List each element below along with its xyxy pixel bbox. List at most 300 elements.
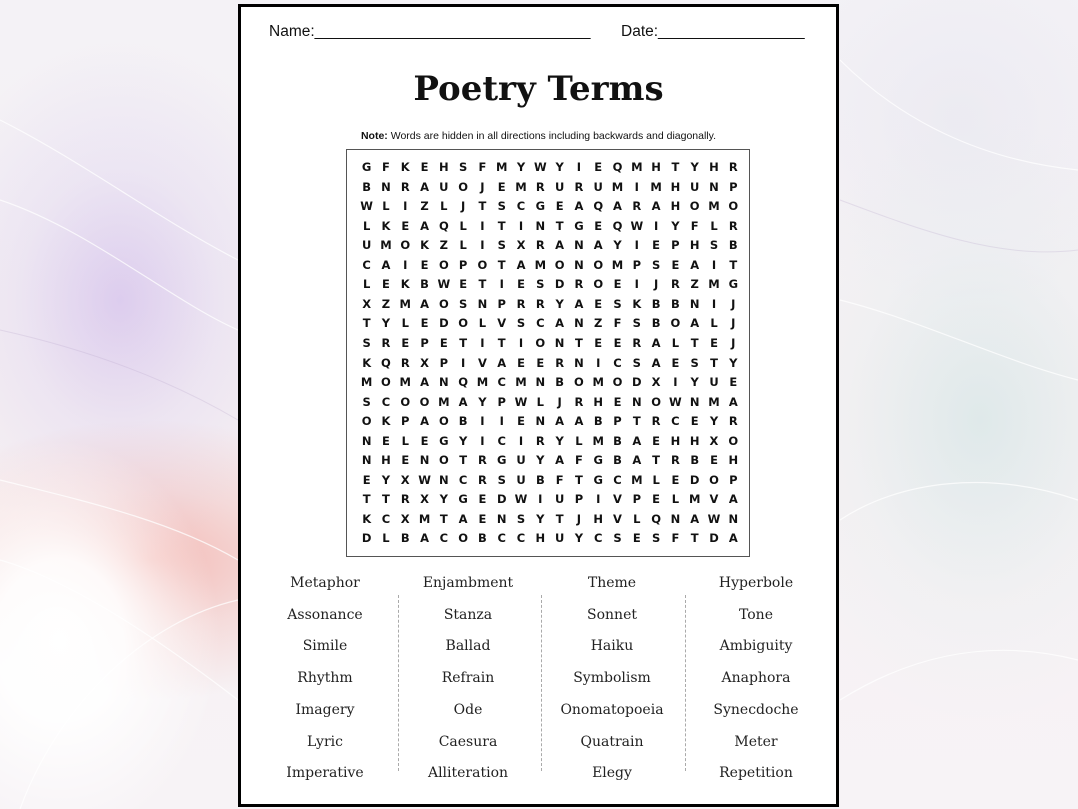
grid-letter[interactable]: G — [593, 472, 603, 487]
grid-letter[interactable]: Y — [613, 238, 622, 253]
grid-letter[interactable]: M — [611, 257, 624, 272]
grid-letter[interactable]: G — [574, 218, 584, 233]
grid-letter[interactable]: N — [709, 179, 719, 194]
grid-letter[interactable]: T — [671, 160, 680, 174]
grid-letter[interactable]: B — [400, 531, 410, 546]
grid-letter[interactable]: X — [400, 511, 410, 526]
grid-letter[interactable]: W — [514, 492, 528, 507]
grid-letter[interactable]: H — [670, 199, 681, 214]
grid-letter[interactable]: S — [536, 277, 545, 292]
grid-letter[interactable]: K — [362, 355, 372, 370]
grid-letter[interactable]: C — [362, 257, 371, 272]
grid-letter[interactable]: E — [710, 335, 718, 350]
grid-letter[interactable]: Y — [709, 414, 719, 429]
grid-letter[interactable]: K — [381, 218, 391, 233]
grid-letter[interactable]: Q — [612, 160, 623, 174]
grid-letter[interactable]: A — [555, 453, 565, 468]
grid-letter[interactable]: B — [671, 296, 680, 311]
grid-letter[interactable]: U — [554, 179, 565, 194]
grid-letter[interactable]: U — [554, 531, 565, 546]
grid-letter[interactable]: A — [420, 218, 429, 233]
grid-letter[interactable]: M — [476, 375, 489, 390]
grid-letter[interactable]: I — [480, 238, 485, 253]
grid-letter[interactable]: O — [438, 257, 449, 272]
grid-letter[interactable]: I — [711, 257, 717, 272]
grid-letter[interactable]: E — [632, 531, 641, 546]
grid-letter[interactable]: Y — [381, 472, 391, 487]
grid-letter[interactable]: L — [652, 472, 660, 487]
grid-letter[interactable]: F — [690, 218, 699, 233]
grid-letter[interactable]: E — [594, 335, 603, 350]
grid-letter[interactable]: S — [516, 316, 526, 331]
grid-letter[interactable]: Z — [420, 199, 429, 214]
grid-letter[interactable]: A — [574, 199, 584, 214]
grid-letter[interactable]: A — [632, 433, 642, 448]
grid-letter[interactable]: A — [690, 316, 700, 331]
grid-letter[interactable]: M — [515, 179, 527, 194]
grid-letter[interactable]: L — [401, 316, 409, 331]
grid-letter[interactable]: A — [420, 414, 429, 429]
grid-letter[interactable]: L — [478, 316, 487, 331]
grid-letter[interactable]: A — [651, 335, 661, 350]
grid-letter[interactable]: B — [651, 316, 661, 331]
grid-letter[interactable]: L — [459, 218, 467, 233]
grid-letter[interactable]: O — [458, 316, 469, 331]
grid-letter[interactable]: L — [382, 199, 390, 214]
grid-letter[interactable]: R — [728, 414, 738, 429]
grid-letter[interactable]: E — [613, 394, 622, 409]
grid-letter[interactable]: T — [478, 277, 487, 292]
grid-letter[interactable]: T — [632, 414, 641, 429]
grid-letter[interactable]: P — [439, 355, 449, 370]
grid-letter[interactable]: G — [361, 160, 372, 174]
grid-letter[interactable]: H — [593, 394, 604, 409]
grid-letter[interactable]: C — [516, 531, 526, 546]
grid-letter[interactable]: I — [711, 296, 717, 311]
grid-letter[interactable]: M — [534, 257, 547, 272]
grid-letter[interactable]: O — [593, 257, 604, 272]
grid-letter[interactable]: N — [728, 511, 739, 526]
grid-letter[interactable]: O — [458, 179, 469, 194]
grid-letter[interactable]: O — [670, 316, 681, 331]
grid-letter[interactable]: E — [517, 414, 525, 429]
grid-letter[interactable]: I — [480, 335, 485, 350]
grid-letter[interactable]: B — [690, 453, 700, 468]
grid-letter[interactable]: S — [709, 238, 719, 253]
grid-letter[interactable]: G — [535, 199, 546, 214]
grid-letter[interactable]: Y — [536, 453, 545, 468]
grid-letter[interactable]: R — [574, 394, 584, 409]
grid-letter[interactable]: T — [439, 511, 448, 526]
grid-letter[interactable]: W — [360, 199, 373, 214]
grid-letter[interactable]: B — [362, 179, 372, 194]
grid-letter[interactable]: E — [517, 277, 525, 292]
grid-letter[interactable]: X — [709, 433, 719, 448]
grid-letter[interactable]: M — [418, 511, 431, 526]
grid-letter[interactable]: J — [576, 511, 582, 526]
grid-letter[interactable]: O — [438, 296, 449, 311]
grid-letter[interactable]: S — [497, 472, 506, 487]
grid-letter[interactable]: O — [728, 199, 739, 214]
grid-letter[interactable]: M — [592, 433, 604, 448]
grid-letter[interactable]: D — [554, 277, 565, 292]
grid-letter[interactable]: C — [516, 199, 526, 214]
grid-letter[interactable]: D — [496, 492, 507, 507]
grid-letter[interactable]: U — [554, 492, 565, 507]
grid-letter[interactable]: R — [535, 238, 545, 253]
grid-letter[interactable]: E — [652, 492, 661, 507]
grid-letter[interactable]: N — [631, 394, 642, 409]
grid-letter[interactable]: F — [613, 316, 622, 331]
grid-letter[interactable]: I — [673, 375, 678, 390]
grid-letter[interactable]: Z — [594, 316, 603, 331]
grid-letter[interactable]: E — [459, 277, 468, 292]
grid-letter[interactable]: V — [613, 511, 622, 526]
grid-letter[interactable]: I — [538, 492, 543, 507]
grid-letter[interactable]: O — [535, 335, 546, 350]
grid-letter[interactable]: E — [478, 492, 487, 507]
grid-letter[interactable]: A — [420, 375, 429, 390]
grid-letter[interactable]: F — [671, 531, 680, 546]
grid-letter[interactable]: I — [460, 355, 466, 370]
grid-letter[interactable]: O — [574, 375, 584, 390]
grid-letter[interactable]: A — [555, 316, 565, 331]
grid-letter[interactable]: I — [403, 257, 408, 272]
grid-letter[interactable]: W — [514, 394, 528, 409]
grid-letter[interactable]: C — [613, 355, 622, 370]
grid-letter[interactable]: I — [480, 414, 485, 429]
grid-letter[interactable]: A — [497, 355, 507, 370]
grid-letter[interactable]: A — [632, 453, 642, 468]
grid-letter[interactable]: E — [652, 433, 661, 448]
grid-letter[interactable]: E — [652, 238, 661, 253]
grid-letter[interactable]: L — [671, 492, 680, 507]
grid-letter[interactable]: B — [535, 472, 545, 487]
grid-letter[interactable]: G — [458, 492, 468, 507]
grid-letter[interactable]: O — [593, 277, 604, 292]
grid-letter[interactable]: M — [399, 375, 411, 390]
grid-letter[interactable]: O — [458, 531, 469, 546]
grid-letter[interactable]: J — [460, 199, 466, 214]
grid-letter[interactable]: Q — [593, 199, 604, 214]
grid-letter[interactable]: C — [593, 531, 603, 546]
grid-letter[interactable]: R — [651, 414, 661, 429]
grid-letter[interactable]: U — [516, 472, 526, 487]
grid-letter[interactable]: C — [381, 511, 391, 526]
grid-letter[interactable]: R — [670, 453, 680, 468]
grid-letter[interactable]: B — [613, 453, 622, 468]
grid-letter[interactable]: O — [612, 375, 623, 390]
grid-letter[interactable]: L — [362, 277, 371, 292]
grid-letter[interactable]: M — [708, 394, 720, 409]
grid-letter[interactable]: O — [689, 199, 700, 214]
grid-letter[interactable]: V — [477, 355, 487, 370]
grid-letter[interactable]: A — [420, 531, 429, 546]
grid-letter[interactable]: T — [459, 453, 468, 468]
grid-letter[interactable]: H — [535, 531, 546, 546]
grid-letter[interactable]: M — [399, 296, 411, 311]
grid-letter[interactable]: B — [651, 296, 661, 311]
grid-letter[interactable]: Z — [381, 296, 391, 311]
grid-letter[interactable]: A — [690, 257, 700, 272]
grid-letter[interactable]: N — [574, 316, 584, 331]
grid-letter[interactable]: M — [631, 472, 643, 487]
grid-letter[interactable]: L — [671, 335, 680, 350]
grid-letter[interactable]: C — [536, 316, 545, 331]
grid-letter[interactable]: T — [362, 492, 371, 507]
grid-letter[interactable]: Y — [555, 433, 564, 448]
grid-letter[interactable]: X — [400, 472, 410, 487]
grid-letter[interactable]: O — [554, 257, 565, 272]
grid-letter[interactable]: J — [731, 335, 736, 350]
grid-letter[interactable]: K — [420, 238, 429, 253]
grid-letter[interactable]: Q — [458, 375, 469, 390]
grid-letter[interactable]: L — [440, 199, 448, 214]
grid-letter[interactable]: R — [535, 179, 545, 194]
grid-letter[interactable]: I — [480, 433, 485, 448]
grid-letter[interactable]: T — [574, 335, 583, 350]
grid-letter[interactable]: H — [439, 160, 449, 174]
grid-letter[interactable]: N — [554, 335, 565, 350]
grid-letter[interactable]: O — [728, 433, 739, 448]
grid-letter[interactable]: R — [670, 277, 680, 292]
grid-letter[interactable]: E — [594, 296, 603, 311]
grid-letter[interactable]: X — [420, 492, 429, 507]
grid-letter[interactable]: M — [380, 238, 392, 253]
grid-letter[interactable]: A — [690, 511, 700, 526]
grid-letter[interactable]: A — [651, 355, 661, 370]
grid-letter[interactable]: O — [438, 453, 449, 468]
grid-letter[interactable]: S — [632, 355, 641, 370]
grid-letter[interactable]: T — [478, 199, 487, 214]
grid-letter[interactable]: T — [574, 472, 583, 487]
grid-letter[interactable]: X — [362, 296, 372, 311]
grid-letter[interactable]: E — [671, 472, 680, 487]
grid-letter[interactable]: Y — [729, 355, 738, 370]
grid-letter[interactable]: D — [361, 531, 372, 546]
grid-letter[interactable]: I — [499, 414, 504, 429]
grid-letter[interactable]: S — [632, 316, 641, 331]
grid-letter[interactable]: J — [731, 296, 736, 311]
grid-letter[interactable]: S — [651, 257, 661, 272]
grid-letter[interactable]: H — [381, 453, 391, 468]
grid-letter[interactable]: R — [728, 218, 738, 233]
grid-letter[interactable]: E — [671, 355, 680, 370]
grid-letter[interactable]: P — [632, 492, 642, 507]
grid-letter[interactable]: R — [381, 335, 391, 350]
grid-letter[interactable]: T — [710, 355, 718, 370]
grid-letter[interactable]: A — [728, 492, 738, 507]
grid-letter[interactable]: W — [533, 160, 547, 174]
grid-letter[interactable]: T — [459, 335, 468, 350]
grid-letter[interactable]: C — [497, 375, 506, 390]
grid-letter[interactable]: N — [361, 433, 372, 448]
grid-letter[interactable]: N — [535, 375, 546, 390]
grid-letter[interactable]: Y — [555, 296, 564, 311]
grid-letter[interactable]: P — [574, 492, 584, 507]
grid-letter[interactable]: T — [497, 335, 506, 350]
grid-letter[interactable]: K — [632, 296, 642, 311]
grid-letter[interactable]: I — [480, 218, 485, 233]
grid-letter[interactable]: O — [381, 375, 391, 390]
grid-letter[interactable]: A — [458, 394, 468, 409]
grid-letter[interactable]: O — [709, 472, 719, 487]
grid-letter[interactable]: M — [708, 277, 720, 292]
grid-letter[interactable]: S — [651, 531, 661, 546]
grid-letter[interactable]: H — [709, 160, 719, 174]
grid-letter[interactable]: L — [710, 316, 718, 331]
grid-letter[interactable]: B — [728, 238, 738, 253]
grid-letter[interactable]: N — [496, 511, 507, 526]
grid-letter[interactable]: E — [613, 277, 622, 292]
grid-letter[interactable]: O — [438, 414, 449, 429]
grid-letter[interactable]: C — [497, 531, 506, 546]
grid-letter[interactable]: A — [381, 257, 391, 272]
grid-letter[interactable]: Y — [439, 492, 448, 507]
grid-letter[interactable]: E — [401, 453, 410, 468]
grid-letter[interactable]: P — [458, 257, 468, 272]
grid-letter[interactable]: N — [689, 394, 700, 409]
grid-letter[interactable]: E — [382, 277, 390, 292]
grid-letter[interactable]: N — [535, 218, 546, 233]
grid-letter[interactable]: E — [401, 335, 410, 350]
grid-letter[interactable]: I — [403, 199, 408, 214]
grid-letter[interactable]: E — [439, 335, 448, 350]
grid-letter[interactable]: S — [613, 531, 622, 546]
grid-letter[interactable]: T — [652, 453, 661, 468]
grid-letter[interactable]: N — [477, 296, 488, 311]
grid-letter[interactable]: R — [574, 277, 584, 292]
grid-letter[interactable]: I — [596, 492, 601, 507]
grid-letter[interactable]: Y — [458, 433, 468, 448]
grid-letter[interactable]: T — [690, 335, 699, 350]
grid-letter[interactable]: Y — [574, 531, 584, 546]
grid-letter[interactable]: J — [557, 394, 562, 409]
grid-letter[interactable]: O — [477, 257, 488, 272]
grid-letter[interactable]: E — [729, 375, 738, 390]
grid-letter[interactable]: R — [728, 160, 738, 174]
grid-letter[interactable]: M — [515, 375, 527, 390]
grid-letter[interactable]: Y — [516, 160, 526, 174]
grid-letter[interactable]: D — [689, 472, 700, 487]
grid-letter[interactable]: O — [419, 394, 430, 409]
grid-letter[interactable]: M — [650, 179, 662, 194]
grid-letter[interactable]: W — [669, 394, 682, 409]
grid-letter[interactable]: C — [439, 531, 449, 546]
grid-letter[interactable]: E — [362, 472, 371, 487]
grid-letter[interactable]: E — [420, 433, 429, 448]
grid-letter[interactable]: H — [689, 433, 700, 448]
grid-letter[interactable]: B — [420, 277, 429, 292]
grid-letter[interactable]: R — [632, 335, 642, 350]
grid-letter[interactable]: M — [360, 375, 373, 390]
grid-letter[interactable]: E — [613, 335, 622, 350]
grid-letter[interactable]: P — [497, 296, 506, 311]
grid-letter[interactable]: C — [458, 472, 468, 487]
grid-letter[interactable]: S — [362, 335, 371, 350]
grid-letter[interactable]: P — [729, 472, 738, 487]
grid-letter[interactable]: N — [574, 238, 584, 253]
grid-letter[interactable]: N — [535, 414, 546, 429]
grid-letter[interactable]: G — [497, 453, 507, 468]
grid-letter[interactable]: V — [709, 492, 719, 507]
grid-letter[interactable]: U — [690, 179, 700, 194]
grid-letter[interactable]: M — [708, 199, 720, 214]
grid-letter[interactable]: S — [458, 296, 468, 311]
grid-letter[interactable]: H — [651, 160, 661, 174]
grid-letter[interactable]: T — [382, 492, 390, 507]
grid-letter[interactable]: T — [497, 218, 506, 233]
grid-letter[interactable]: I — [518, 433, 524, 448]
grid-letter[interactable]: J — [480, 179, 485, 194]
grid-letter[interactable]: J — [653, 277, 659, 292]
grid-letter[interactable]: Y — [381, 316, 391, 331]
grid-letter[interactable]: D — [709, 531, 719, 546]
grid-letter[interactable]: C — [381, 394, 391, 409]
grid-letter[interactable]: S — [458, 160, 468, 174]
grid-letter[interactable]: W — [707, 511, 721, 526]
grid-letter[interactable]: N — [574, 355, 584, 370]
grid-letter[interactable]: Y — [690, 160, 699, 174]
grid-letter[interactable]: J — [731, 316, 736, 331]
grid-letter[interactable]: P — [497, 394, 506, 409]
grid-letter[interactable]: S — [497, 238, 506, 253]
grid-letter[interactable]: S — [362, 394, 371, 409]
grid-letter[interactable]: U — [516, 453, 526, 468]
grid-letter[interactable]: E — [536, 355, 545, 370]
grid-letter[interactable]: A — [516, 257, 526, 272]
grid-letter[interactable]: O — [651, 394, 661, 409]
grid-letter[interactable]: Y — [555, 160, 564, 174]
grid-letter[interactable]: P — [729, 179, 738, 194]
grid-letter[interactable]: T — [555, 218, 564, 233]
grid-letter[interactable]: C — [613, 472, 622, 487]
grid-letter[interactable]: W — [630, 218, 644, 233]
grid-letter[interactable]: Q — [438, 218, 449, 233]
grid-letter[interactable]: B — [478, 531, 487, 546]
grid-letter[interactable]: N — [361, 453, 372, 468]
grid-letter[interactable]: I — [634, 238, 639, 253]
grid-letter[interactable]: E — [594, 160, 603, 174]
grid-letter[interactable]: G — [593, 453, 603, 468]
grid-letter[interactable]: N — [419, 453, 430, 468]
grid-letter[interactable]: Z — [690, 277, 699, 292]
grid-letter[interactable]: H — [670, 433, 681, 448]
grid-letter[interactable]: Y — [478, 394, 487, 409]
grid-letter[interactable]: E — [382, 433, 390, 448]
grid-letter[interactable]: R — [574, 179, 584, 194]
grid-letter[interactable]: T — [690, 531, 699, 546]
grid-letter[interactable]: Z — [439, 238, 448, 253]
grid-letter[interactable]: E — [555, 199, 564, 214]
grid-letter[interactable]: R — [535, 433, 545, 448]
grid-letter[interactable]: T — [729, 257, 738, 272]
grid-letter[interactable]: L — [459, 238, 467, 253]
grid-letter[interactable]: U — [709, 375, 719, 390]
grid-letter[interactable]: R — [516, 296, 526, 311]
grid-letter[interactable]: M — [496, 160, 508, 174]
grid-letter[interactable]: H — [593, 511, 604, 526]
grid-letter[interactable]: A — [651, 199, 661, 214]
grid-letter[interactable]: A — [728, 531, 738, 546]
grid-letter[interactable]: A — [728, 394, 738, 409]
grid-letter[interactable]: O — [400, 238, 411, 253]
grid-letter[interactable]: Q — [381, 355, 391, 370]
grid-letter[interactable]: T — [555, 511, 564, 526]
grid-letter[interactable]: C — [671, 414, 680, 429]
grid-letter[interactable]: O — [400, 394, 411, 409]
grid-letter[interactable]: K — [362, 511, 372, 526]
